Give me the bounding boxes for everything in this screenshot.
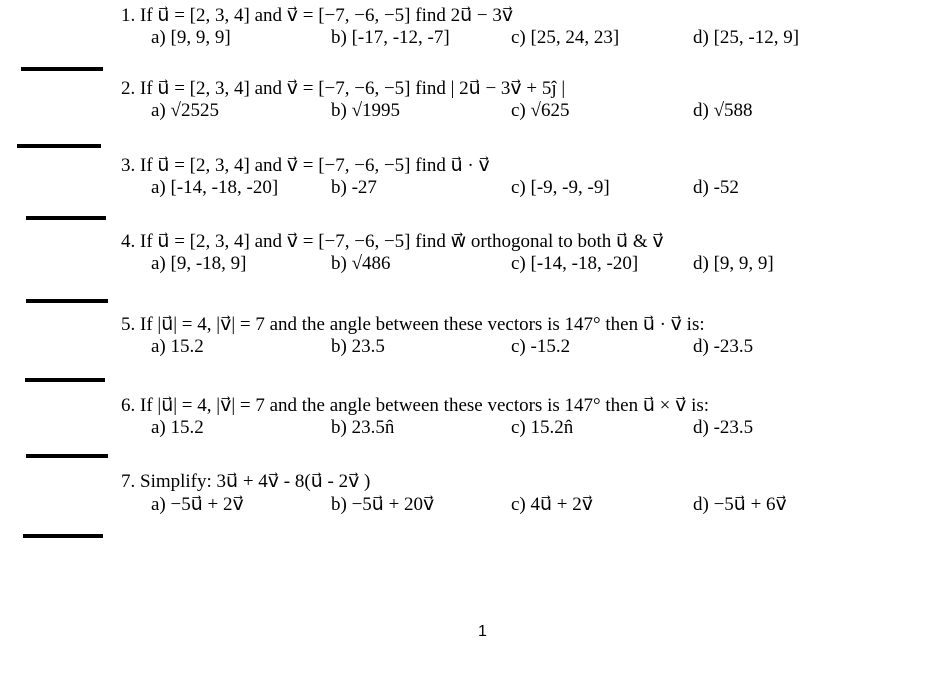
page-number: 1: [478, 623, 487, 640]
option-a[interactable]: a) 15.2: [151, 336, 204, 357]
answer-blank-6[interactable]: [26, 454, 108, 458]
option-c[interactable]: c) [-9, -9, -9]: [511, 177, 610, 198]
option-d[interactable]: d) -23.5: [693, 417, 754, 438]
options-row: [121, 253, 901, 277]
question-stem: 4. If u⃗ = [2, 3, 4] and v⃗ = [−7, −6, −5] find w⃗ orthogonal to both u⃗ & v⃗: [121, 231, 664, 252]
question-stem: 5. If |u⃗| = 4, |v⃗| = 7 and the angle between these vectors is 147° then u⃗ · v⃗ is:: [121, 314, 705, 335]
answer-blank-2[interactable]: [17, 144, 101, 148]
option-d[interactable]: d) -52: [693, 177, 739, 198]
options-row: [121, 177, 901, 201]
answer-blank-7[interactable]: [23, 534, 103, 538]
option-b[interactable]: b) 23.5: [331, 336, 385, 357]
option-b[interactable]: b) [-17, -12, -7]: [331, 27, 450, 48]
option-b[interactable]: b) -27: [331, 177, 377, 198]
option-a[interactable]: a) [9, 9, 9]: [151, 27, 231, 48]
option-c[interactable]: c) 15.2n̂: [511, 417, 574, 438]
question-stem: 7. Simplify: 3u⃗ + 4v⃗ - 8(u⃗ - 2v⃗ ): [121, 471, 371, 492]
question-stem: 6. If |u⃗| = 4, |v⃗| = 7 and the angle between these vectors is 147° then u⃗ × v⃗ is:: [121, 395, 710, 416]
question-stem: 1. If u⃗ = [2, 3, 4] and v⃗ = [−7, −6, −5] find 2u⃗ − 3v⃗: [121, 5, 514, 26]
question-stem: 3. If u⃗ = [2, 3, 4] and v⃗ = [−7, −6, −5] find u⃗ · v⃗: [121, 155, 490, 176]
option-a[interactable]: a) [-14, -18, -20]: [151, 177, 279, 198]
option-b[interactable]: b) √486: [331, 253, 391, 274]
option-d[interactable]: d) −5u⃗ + 6v⃗: [693, 494, 787, 515]
option-c[interactable]: c) 4u⃗ + 2v⃗: [511, 494, 594, 515]
question-stem: 2. If u⃗ = [2, 3, 4] and v⃗ = [−7, −6, −5] find | 2u⃗ − 3v⃗ + 5ĵ |: [121, 78, 566, 99]
question-1: [121, 5, 901, 51]
question-4: [121, 231, 901, 277]
option-c[interactable]: c) √625: [511, 100, 570, 121]
answer-blank-4[interactable]: [26, 299, 108, 303]
option-b[interactable]: b) 23.5n̂: [331, 417, 395, 438]
option-d[interactable]: d) -23.5: [693, 336, 754, 357]
option-c[interactable]: c) -15.2: [511, 336, 571, 357]
answer-blank-5[interactable]: [25, 378, 105, 382]
options-row: [121, 100, 901, 124]
option-a[interactable]: a) [9, -18, 9]: [151, 253, 247, 274]
options-row: [121, 27, 901, 51]
option-d[interactable]: d) [25, -12, 9]: [693, 27, 800, 48]
options-row: [121, 493, 901, 517]
option-a[interactable]: a) −5u⃗ + 2v⃗: [151, 494, 244, 515]
option-d[interactable]: d) √588: [693, 100, 753, 121]
question-3: [121, 155, 901, 201]
answer-blank-3[interactable]: [26, 216, 106, 220]
options-row: [121, 417, 901, 441]
question-2: [121, 78, 901, 124]
question-6: [121, 395, 901, 441]
option-c[interactable]: c) [25, 24, 23]: [511, 27, 620, 48]
answer-blank-1[interactable]: [21, 67, 103, 71]
option-a[interactable]: a) √2525: [151, 100, 219, 121]
option-a[interactable]: a) 15.2: [151, 417, 204, 438]
question-5: [121, 314, 901, 360]
option-b[interactable]: b) −5u⃗ + 20v⃗: [331, 494, 435, 515]
option-b[interactable]: b) √1995: [331, 100, 401, 121]
option-c[interactable]: c) [-14, -18, -20]: [511, 253, 639, 274]
options-row: [121, 336, 901, 360]
option-d[interactable]: d) [9, 9, 9]: [693, 253, 774, 274]
question-7: [121, 471, 901, 517]
